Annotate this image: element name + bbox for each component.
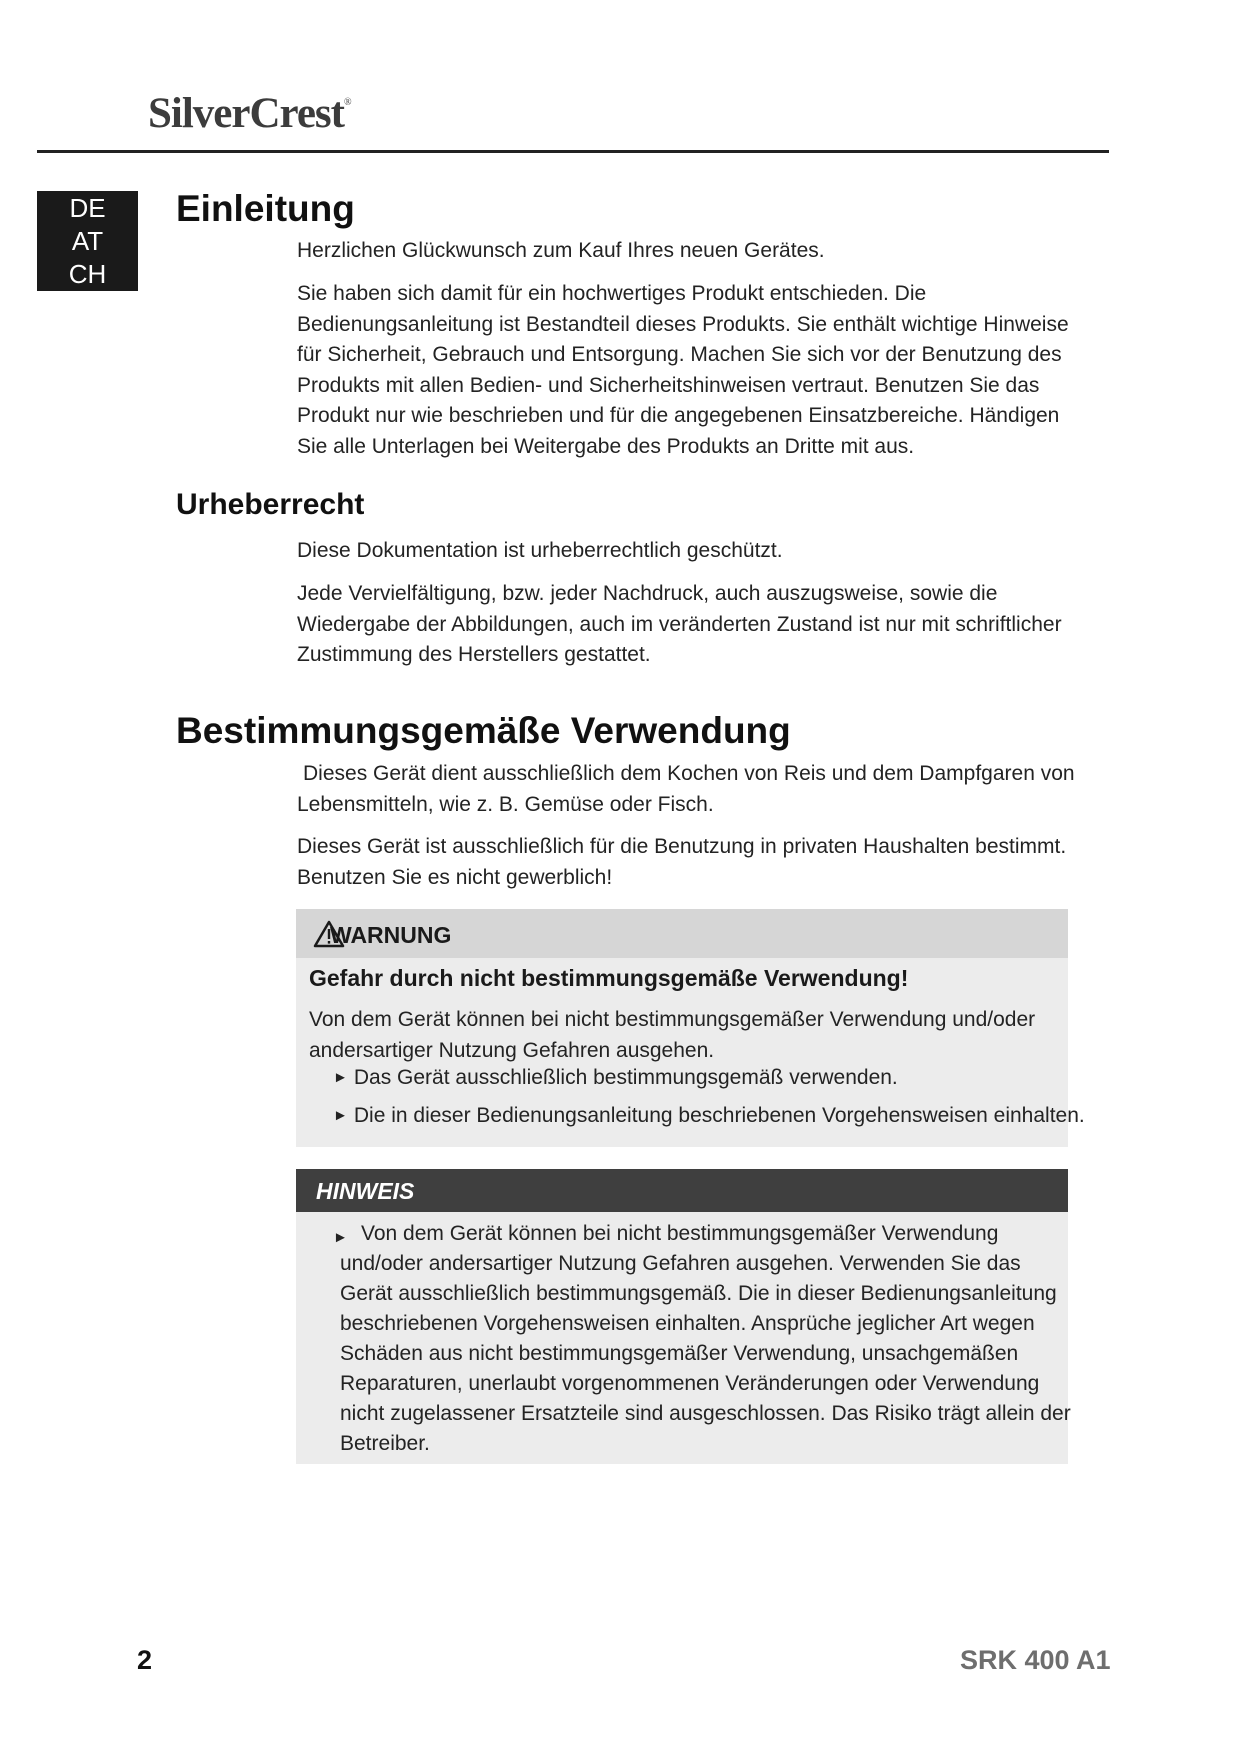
warning-bullet-text: Die in dieser Bedienungsanleitung beschriebenen Vorgehensweisen einhalten. (353, 1104, 1085, 1127)
language-tab (37, 191, 138, 291)
language-code: AT (71, 226, 104, 256)
paragraph: Diese Dokumentation ist urheberrechtlich geschützt. (297, 539, 783, 562)
notice-text: Von dem Gerät können bei nicht bestimmungsgemäßer Verwendung und/oder andersartiger Nutzung Gefahren ausgehen. Verwenden Sie das Gerät ausschließlich bestimmungsgemäß. Die in dieser Bedienungsanleitung beschriebenen Vorgehensweisen einhalten. Ansprüche jeglicher Art wegen Schäden aus nicht bestimmungsgemäßer Verwendung, unsachgemäßen Reparaturen, unerlaubt vorgenommenen Veränderungen oder Verwendung nicht zugelassener Ersatzteile sind ausgeschlossen. Das Risiko trägt allein der Betreiber. (340, 1222, 1071, 1455)
notice-title: HINWEIS (316, 1178, 415, 1204)
brand-logo (148, 92, 351, 135)
paragraph: Dieses Gerät ist ausschließlich für die Benutzung in privaten Haushalten bestimmt. Benutzen Sie es nicht gewerblich! (297, 835, 1067, 889)
language-code: CH (68, 259, 107, 289)
arrow-right-icon: ► (333, 1229, 348, 1246)
language-code: DE (69, 193, 106, 223)
warning-bullet (333, 1066, 898, 1090)
registered-mark: ® (343, 97, 351, 108)
arrow-right-icon: ► (333, 1069, 348, 1086)
warning-title: WARNUNG (330, 922, 452, 948)
section-title-urheberrecht: Urheberrecht (176, 488, 365, 521)
warning-bullet (333, 1104, 1085, 1128)
section-title-verwendung: Bestimmungsgemäße Verwendung (176, 710, 791, 751)
warning-subtitle: Gefahr durch nicht bestimmungsgemäße Verwendung! (309, 965, 909, 991)
warning-text: Von dem Gerät können bei nicht bestimmungsgemäßer Verwendung und/oder andersartiger Nutzung Gefahren ausgehen. (309, 1008, 1036, 1062)
paragraph: Dieses Gerät dient ausschließlich dem Kochen von Reis und dem Dampfgaren von Lebensmitteln, wie z. B. Gemüse oder Fisch. (297, 762, 1075, 816)
header-divider (37, 150, 1109, 153)
arrow-right-icon: ► (333, 1107, 348, 1124)
section-title-einleitung: Einleitung (176, 188, 355, 229)
paragraph: Jede Vervielfältigung, bzw. jeder Nachdruck, auch auszugsweise, sowie die Wiedergabe der Abbildungen, auch im veränderten Zustand ist nur mit schriftlicher Zustimmung des Herstellers gestattet. (297, 582, 1062, 666)
model-number: SRK 400 A1 (960, 1645, 1111, 1675)
paragraph: Sie haben sich damit für ein hochwertiges Produkt entschieden. Die Bedienungsanleitung ist Bestandteil dieses Produkts. Sie enthält wichtige Hinweise für Sicherheit, Gebrauch und Entsorgung. Machen Sie sich vor der Benutzung des Produkts mit allen Bedien- und Sicherheitshinweisen vertraut. Benutzen Sie das Produkt nur wie beschrieben und für die angegebenen Einsatzbereiche. Händigen Sie alle Unterlagen bei Weitergabe des Produkts an Dritte mit aus. (297, 282, 1069, 458)
page-number: 2 (137, 1645, 153, 1675)
brand-name: SilverCrest (148, 90, 344, 137)
paragraph: Herzlichen Glückwunsch zum Kauf Ihres neuen Gerätes. (297, 239, 825, 262)
warning-bullet-text: Das Gerät ausschließlich bestimmungsgemäß verwenden. (353, 1066, 898, 1089)
